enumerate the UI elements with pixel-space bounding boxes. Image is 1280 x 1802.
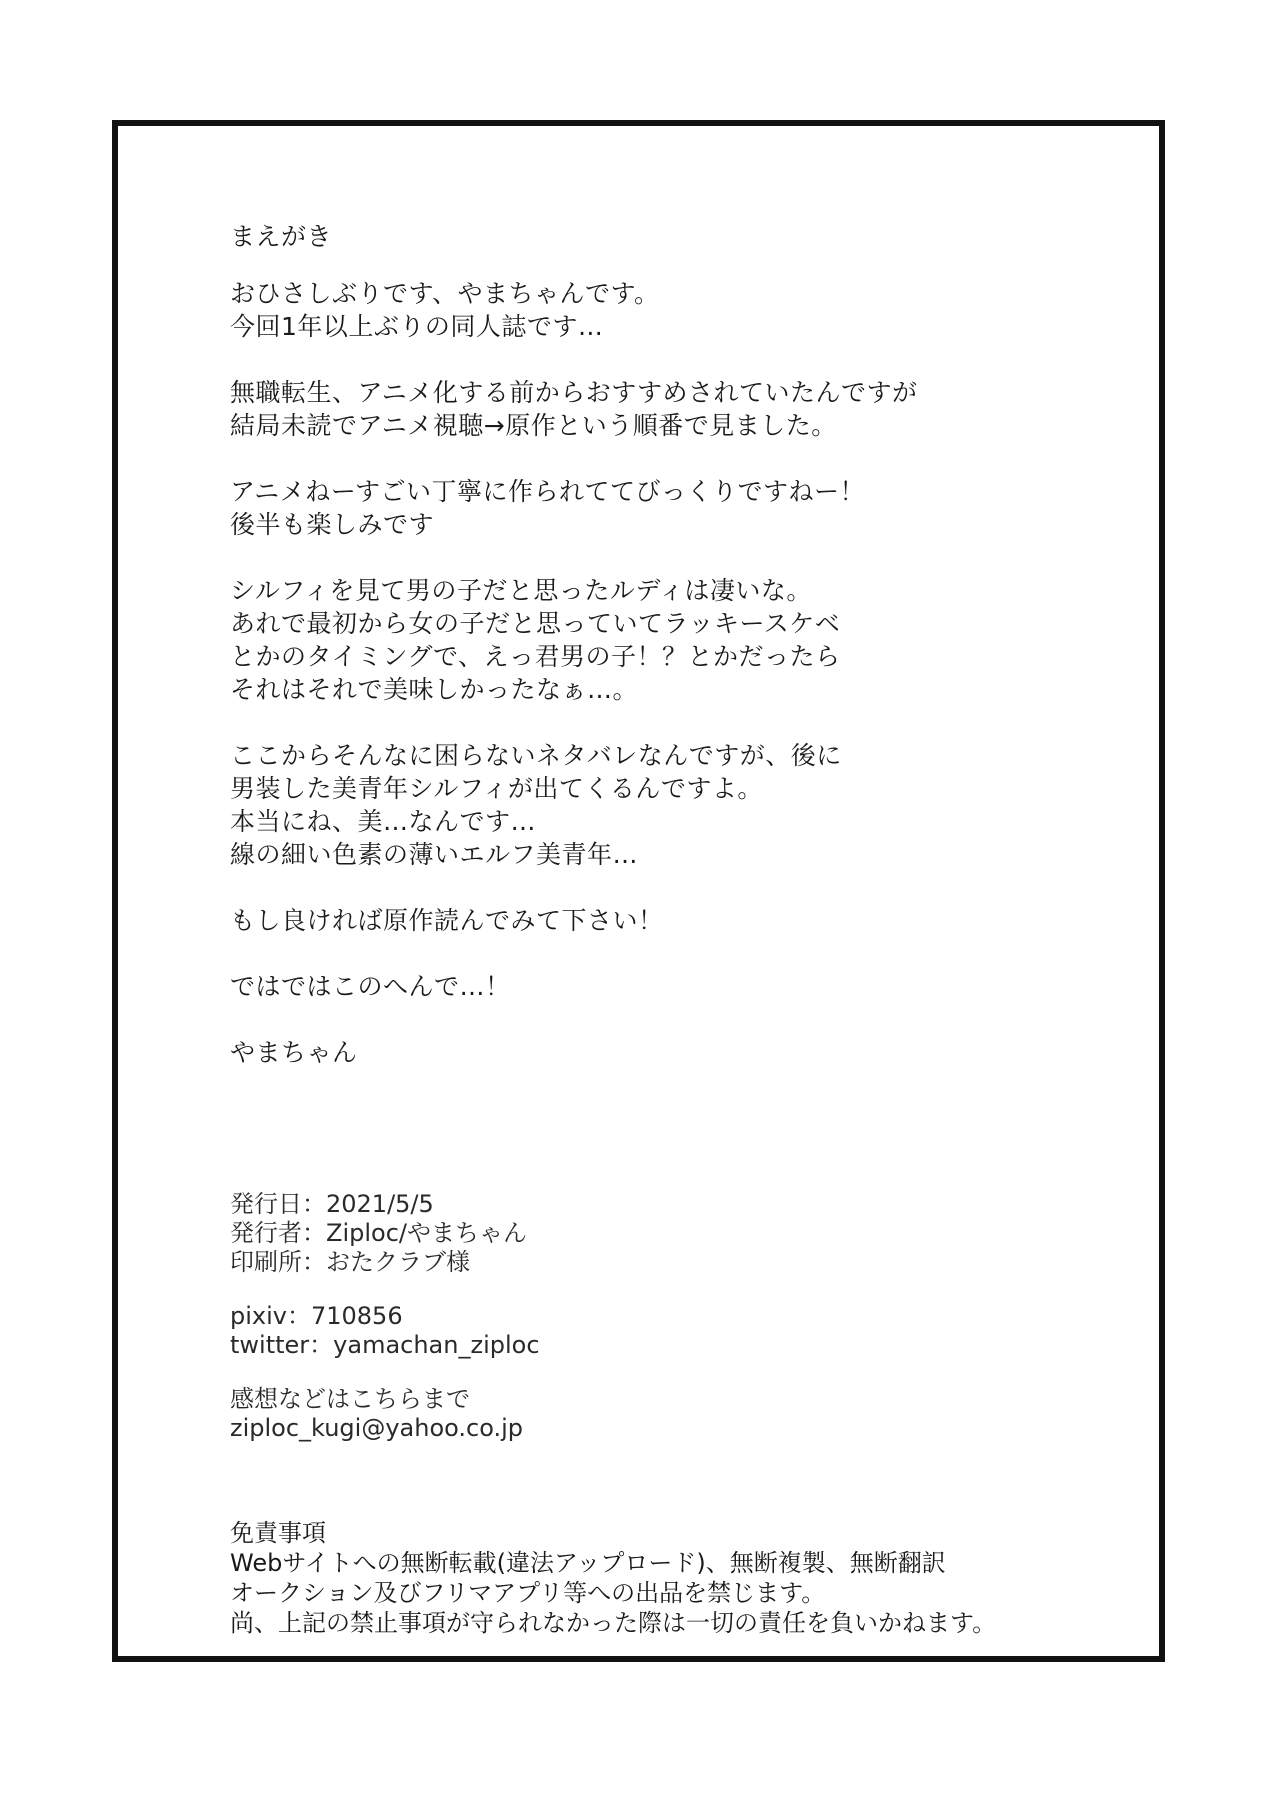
preface-line: 線の細い色素の薄いエルフ美青年… xyxy=(230,840,639,869)
preface-line: 無職転生、アニメ化する前からおすすめされていたんですが xyxy=(230,378,918,407)
twitter-handle: twitter：yamachan_ziploc xyxy=(230,1331,540,1359)
disclaimer-line: 尚、上記の禁止事項が守られなかった際は一切の責任を負いかねます。 xyxy=(230,1609,997,1637)
preface-section xyxy=(230,220,1090,1102)
disclaimer-section xyxy=(230,1518,1090,1638)
preface-signature xyxy=(230,1036,1090,1069)
preface-line: あれで最初から女の子だと思っていてラッキースケベ xyxy=(230,609,841,638)
publication-info xyxy=(230,1190,1090,1277)
social-info xyxy=(230,1302,1090,1360)
issue-date: 発行日：2021/5/5 xyxy=(230,1190,434,1218)
disclaimer-title: 免責事項 xyxy=(230,1519,326,1547)
preface-line: もし良ければ原作読んでみて下さい！ xyxy=(230,906,664,935)
contact-info xyxy=(230,1385,1090,1443)
contact-email: ziploc_kugi@yahoo.co.jp xyxy=(230,1414,524,1442)
preface-line: 結局未読でアニメ視聴→原作という順番で見ました。 xyxy=(230,411,837,440)
printer: 印刷所：おたクラブ様 xyxy=(230,1248,470,1276)
preface-title: まえがき xyxy=(230,222,333,251)
publisher: 発行者：Ziploc/やまちゃん xyxy=(230,1219,527,1247)
colophon-section xyxy=(230,1190,1090,1468)
preface-line: ではではこのへんで…！ xyxy=(230,972,511,1001)
preface-line: 後半も楽しみです xyxy=(230,510,435,539)
disclaimer-line: オークション及びフリマアプリ等への出品を禁じます。 xyxy=(230,1579,826,1607)
preface-line: 今回1年以上ぶりの同人誌です… xyxy=(230,312,604,341)
feedback-label: 感想などはこちらまで xyxy=(230,1385,470,1413)
preface-line: 本当にね、美…なんです… xyxy=(230,807,537,836)
pixiv-id: pixiv：710856 xyxy=(230,1302,403,1330)
preface-paragraph xyxy=(230,904,1090,937)
preface-paragraph xyxy=(230,574,1090,706)
preface-paragraph xyxy=(230,376,1090,442)
preface-line: やまちゃん xyxy=(230,1038,358,1067)
preface-line: ここからそんなに困らないネタバレなんですが、後に xyxy=(230,741,842,770)
preface-line: 男装した美青年シルフィが出てくるんですよ。 xyxy=(230,774,763,803)
preface-paragraph xyxy=(230,475,1090,541)
preface-line: とかのタイミングで、えっ君男の子！？とかだったら xyxy=(230,642,841,671)
preface-paragraph xyxy=(230,739,1090,871)
preface-paragraph xyxy=(230,277,1090,343)
preface-line: おひさしぶりです、やまちゃんです。 xyxy=(230,279,660,308)
disclaimer-line: Webサイトへの無断転載(違法アップロード)、無断複製、無断翻訳 xyxy=(230,1549,946,1577)
preface-line: シルフィを見て男の子だと思ったルディは凄いな。 xyxy=(230,576,812,605)
preface-line: それはそれで美味しかったなぁ…。 xyxy=(230,675,639,704)
preface-line: アニメねーすごい丁寧に作られててびっくりですねー！ xyxy=(230,477,866,506)
preface-paragraph xyxy=(230,970,1090,1003)
